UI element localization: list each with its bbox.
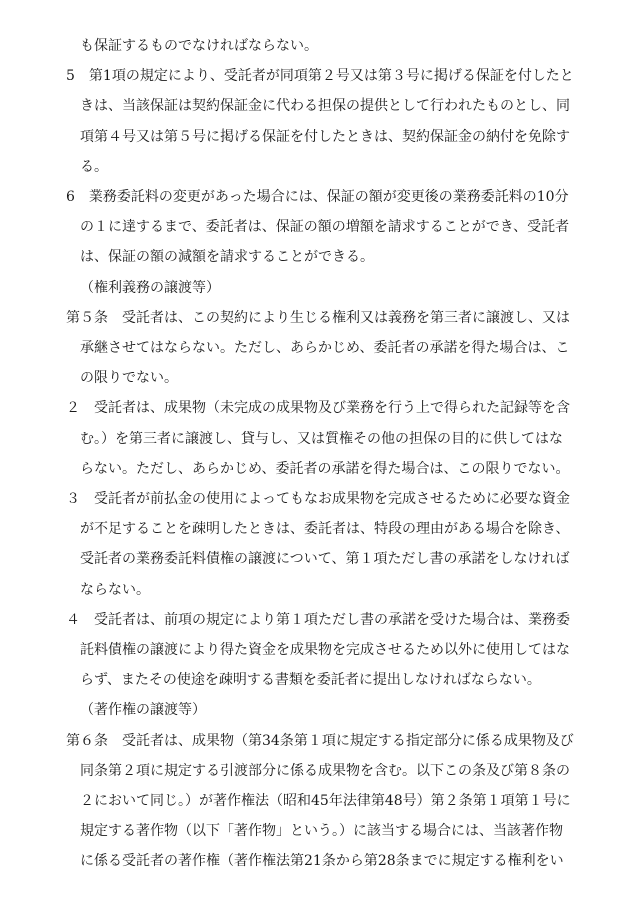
text-line-11: 承継させてはならない。ただし、あらかじめ、委託者の承諾を得た場合は、こ [80,340,570,356]
text-line-17: が不足することを疎明したときは、委託者は、特段の理由がある場合を除き、 [80,521,570,538]
text-line-27: 規定する著作物（以下「著作物」という。）に該当する場合には、当該著作物 [80,823,563,840]
text-line-6: 6 業務委託料の変更があった場合には、保証の額が変更後の業務委託料の10分 [66,189,569,205]
text-line-4: 項第４号又は第５号に掲げる保証を付したときは、契約保証金の納付を免除す [80,128,570,145]
text-line-2: 5 第1項の規定により、受託者が同項第２号又は第３号に掲げる保証を付したと [66,68,574,85]
text-line-8: は、保証の額の減額を請求することができる。 [80,249,374,266]
text-line-14: む。）を第三者に譲渡し、貸与し、又は質権その他の担保の目的に供してはな [80,430,563,447]
text-line-1: も保証するものでなければならない。 [80,38,318,54]
text-line-24: 第６条 受託者は、成果物（第34条第１項に規定する指定部分に係る成果物及び [66,732,574,749]
section-heading-2: （著作権の譲渡等） [80,702,206,719]
text-line-16: ３ 受託者が前払金の使用によってもなお成果物を完成させるために必要な資金 [66,491,570,507]
text-line-19: ならない。 [80,581,150,598]
text-line-28: に係る受託者の著作権（著作権法第21条から第28条までに規定する権利をい [80,853,564,870]
text-line-5: る。 [80,158,108,175]
text-line-20: ４ 受託者は、前項の規定により第１項ただし書の承諾を受けた場合は、業務委 [66,611,570,628]
section-heading-1: （権利義務の譲渡等） [80,279,220,296]
text-line-3: きは、当該保証は契約保証金に代わる担保の提供として行われたものとし、同 [80,98,570,115]
text-line-25: 同条第２項に規定する引渡部分に係る成果物を含む。以下この条及び第８条の [80,762,570,779]
text-line-21: 託料債権の譲渡により得た資金を成果物を完成させるため以外に使用してはな [80,642,570,658]
text-line-10: 第５条 受託者は、この契約により生じる権利又は義務を第三者に譲渡し、又は [66,309,570,326]
text-line-13: ２ 受託者は、成果物（未完成の成果物及び業務を行う上で得られた記録等を含 [66,400,570,417]
text-line-18: 受託者の業務委託料債権の譲渡について、第１項ただし書の承諾をしなければ [80,551,570,568]
text-line-26: ２において同じ。）が著作権法（昭和45年法律第48号）第２条第１項第１号に [80,793,571,809]
text-line-22: らず、またその使途を疎明する書類を委託者に提出しなければならない。 [80,672,541,689]
text-line-12: の限りでない。 [80,370,178,387]
text-line-7: の１に達するまで、委託者は、保証の額の増額を請求することができ、受託者 [80,219,570,236]
text-line-15: らない。ただし、あらかじめ、委託者の承諾を得た場合は、この限りでない。 [80,460,570,477]
